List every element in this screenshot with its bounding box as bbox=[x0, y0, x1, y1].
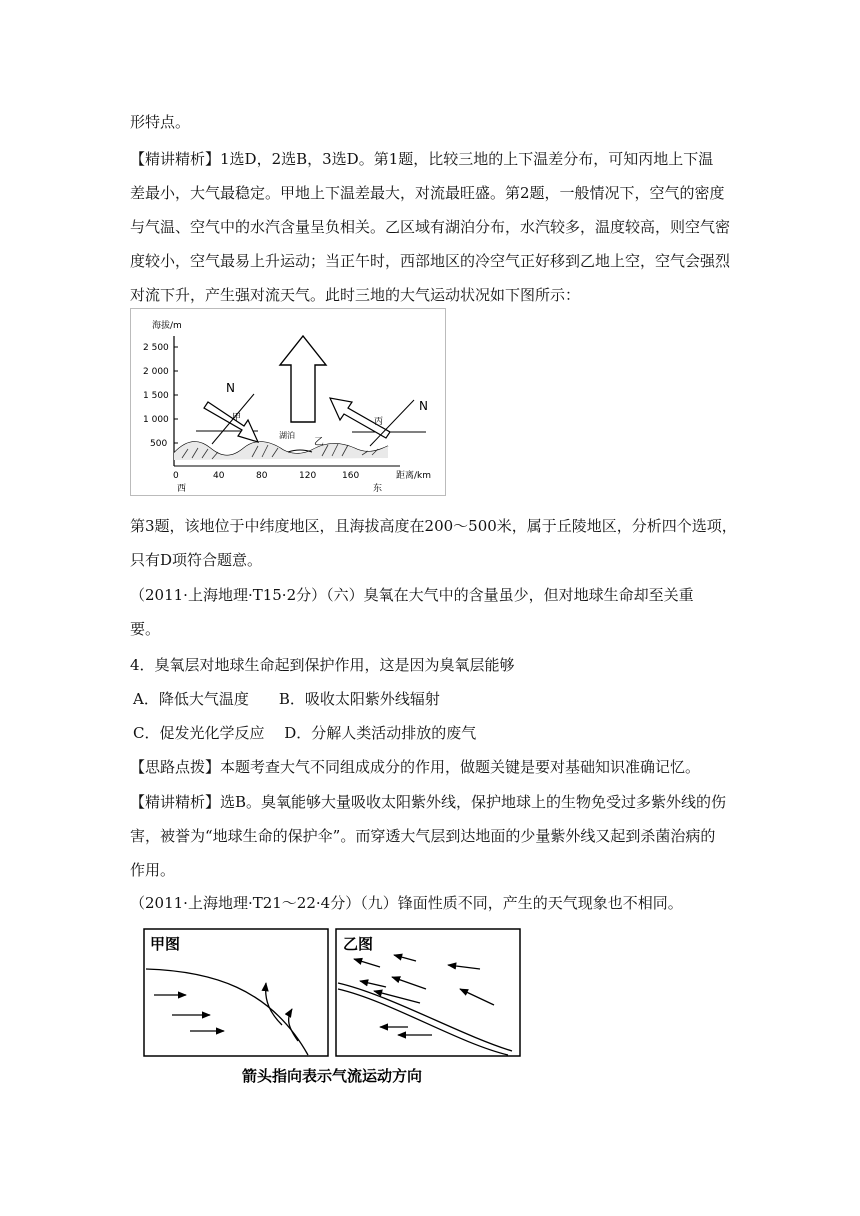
paragraph-line: 作用。 bbox=[130, 861, 176, 879]
paragraph-line: 第3题，该地位于中纬度地区，且海拔高度在200～500米，属于丘陵地区，分析四个选项， bbox=[130, 517, 737, 535]
lake-label: 湖泊 bbox=[279, 431, 295, 440]
paragraph-line: 对流下升，产生强对流天气。此时三地的大气运动状况如下图所示： bbox=[130, 286, 581, 304]
paragraph-line: 只有D项符合题意。 bbox=[130, 551, 263, 569]
x-axis-label: 距离/km bbox=[396, 471, 432, 481]
panel-left-title: 甲图 bbox=[150, 935, 181, 953]
y-tick-label: 2 500 bbox=[143, 343, 169, 353]
paragraph-line: 【精讲精析】选B。臭氧能够大量吸收太阳紫外线，保护地球上的生物免受过多紫外线的伤 bbox=[130, 793, 727, 811]
y-tick-label: 1 500 bbox=[143, 391, 169, 401]
x-tick-label: 160 bbox=[342, 471, 360, 481]
y-tick-label: 2 000 bbox=[143, 367, 169, 377]
north-marker: N bbox=[226, 381, 235, 395]
place-label-b: 乙 bbox=[314, 437, 324, 448]
paragraph-line: 差最小，大气最稳定。甲地上下温差最大，对流最旺盛。第2题，一般情况下，空气的密度 bbox=[130, 184, 725, 202]
paragraph-line: 【精讲精析】1选D，2选B，3选D。第1题，比较三地的上下温差分布，可知丙地上下温 bbox=[130, 150, 714, 168]
y-tick-label: 500 bbox=[150, 439, 168, 449]
answer-options: C．促发光化学反应 D．分解人类活动排放的废气 bbox=[133, 724, 477, 742]
y-axis-label: 海拔/m bbox=[152, 321, 182, 331]
north-marker: N bbox=[419, 399, 428, 413]
paragraph-line: 形特点。 bbox=[130, 113, 191, 131]
east-label: 东 bbox=[373, 484, 383, 494]
place-label-c: 丙 bbox=[374, 417, 384, 427]
paragraph-line: （2011·上海地理·T15·2分）（六）臭氧在大气中的含量虽少，但对地球生命却至关重 bbox=[130, 586, 694, 604]
paragraph-line: 害，被誉为“地球生命的保护伞”。而穿透大气层到达地面的少量紫外线又起到杀菌治病的 bbox=[130, 827, 716, 845]
figure-caption: 箭头指向表示气流运动方向 bbox=[241, 1067, 423, 1085]
west-label: 西 bbox=[177, 484, 187, 494]
paragraph-line: 【思路点拨】本题考查大气不同组成成分的作用，做题关键是要对基础知识准确记忆。 bbox=[130, 758, 701, 776]
question-stem: 4．臭氧层对地球生命起到保护作用，这是因为臭氧层能够 bbox=[130, 656, 515, 674]
answer-options: A．降低大气温度 B．吸收太阳紫外线辐射 bbox=[133, 690, 440, 708]
place-label-a: 甲 bbox=[232, 413, 242, 423]
panel-right-title: 乙图 bbox=[343, 935, 374, 953]
paragraph-line: 要。 bbox=[130, 620, 161, 638]
paragraph-line: 度较小，空气最易上升运动；当正午时，西部地区的冷空气正好移到乙地上空，空气会强烈 bbox=[130, 252, 731, 270]
fronts-figure bbox=[140, 925, 524, 1090]
x-tick-label: 80 bbox=[256, 471, 268, 481]
x-tick-label: 40 bbox=[213, 471, 225, 481]
x-tick-label: 0 bbox=[173, 471, 179, 481]
y-tick-label: 1 000 bbox=[143, 415, 169, 425]
atmospheric-motion-figure bbox=[130, 308, 446, 496]
x-tick-label: 120 bbox=[299, 471, 317, 481]
paragraph-line: （2011·上海地理·T21～22·4分）（九）锋面性质不同，产生的天气现象也不相同。 bbox=[130, 894, 683, 912]
paragraph-line: 与气温、空气中的水汽含量呈负相关。乙区域有湖泊分布，水汽较多，温度较高，则空气密 bbox=[130, 218, 731, 236]
